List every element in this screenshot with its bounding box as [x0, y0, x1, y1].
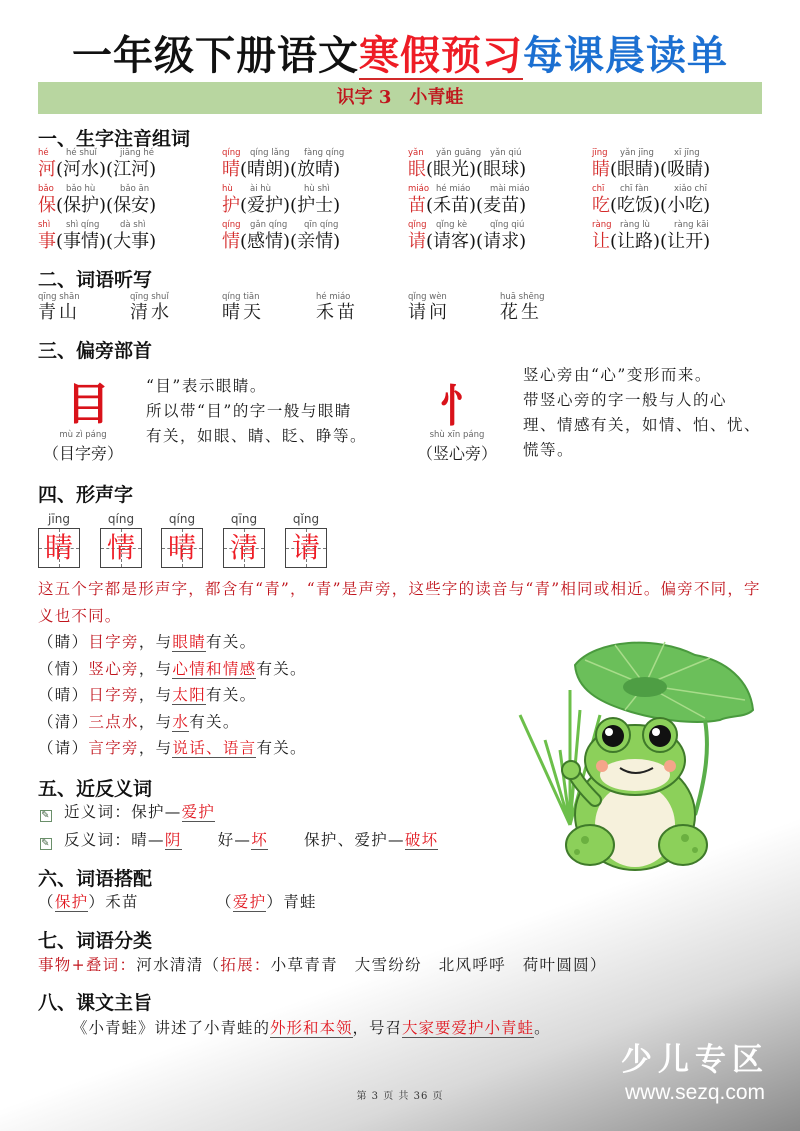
section6-title: 六、词语搭配 [38, 868, 153, 890]
word2: 麦苗 [483, 195, 520, 216]
radical-mu-glyph: 目 [66, 379, 110, 430]
new-char: 河 [38, 159, 56, 180]
char-pinyin: qíng [222, 148, 241, 158]
word2-pinyin: bǎo ān [120, 184, 150, 194]
word2: 大事 [113, 231, 150, 252]
section8-title: 八、课文主旨 [38, 992, 153, 1014]
word1-pinyin: gǎn qíng [250, 220, 288, 230]
new-char: 苗 [408, 195, 426, 216]
word1: 事情 [63, 231, 100, 252]
char-pinyin: hé [38, 148, 49, 158]
analysis-row: （晴）日字旁，与太阳有关。 [38, 686, 257, 704]
char-pinyin: shì [38, 220, 51, 230]
radical-xin-glyph: 忄 [440, 381, 484, 432]
word2: 护士 [297, 195, 334, 216]
lesson-theme: 《小青蛙》讲述了小青蛙的外形和本领，号召大家要爱护小青蛙。 [72, 1019, 551, 1037]
dictation-word: qǐng wèn 请问 [408, 292, 450, 323]
section5-title: 五、近反义词 [38, 778, 153, 800]
antonym-row: ✎ 反义词：晴—阴 好—坏 保护、爱护—破坏 [41, 831, 439, 849]
word1: 晴朗 [247, 159, 284, 180]
tianzige-char: qǐng 请 [285, 512, 327, 568]
lesson-title: 识字 3 小青蛙 [336, 87, 464, 108]
char-pinyin: bǎo [38, 184, 54, 194]
analysis-row: （睛）目字旁，与眼睛有关。 [38, 633, 257, 651]
radical-xin-label: shù xīn páng （竖心旁） [416, 430, 497, 463]
vocab-row: jīng yǎn jīng xī jīng 睛(眼睛)(吸睛) [592, 148, 711, 180]
word1: 保护 [63, 195, 100, 216]
word2-pinyin: ràng kāi [674, 220, 709, 230]
vocab-row: bǎo bǎo hù bǎo ān 保(保护)(保安) [38, 184, 157, 216]
vocab-row: qíng gǎn qíng qīn qíng 情(感情)(亲情) [222, 220, 341, 252]
new-char: 让 [592, 231, 610, 252]
synonym-row: ✎ 近义词：保护—爱护 [41, 803, 216, 821]
word2: 让开 [667, 231, 704, 252]
new-char: 保 [38, 195, 56, 216]
word1: 感情 [247, 231, 284, 252]
new-char: 护 [222, 195, 240, 216]
word1-pinyin: qíng lǎng [250, 148, 290, 158]
new-char: 睛 [592, 159, 610, 180]
radical-mu-label: mù zì páng （目字旁） [42, 430, 123, 463]
vocab-row: ràng ràng lù ràng kāi 让(让路)(让开) [592, 220, 711, 252]
word1: 爱护 [247, 195, 284, 216]
collocation-pair-1: （保护）禾苗 [38, 893, 139, 911]
lesson-title-bar [38, 82, 762, 114]
watermark [600, 1034, 790, 1105]
word1-pinyin: bǎo hù [66, 184, 96, 194]
radical-xin-description: 竖心旁由“心”变形而来。 带竖心旁的字一般与人的心 理、情感有关，如情、怕、忧、 慌等。 [523, 366, 762, 459]
tianzige-char: jīng 睛 [38, 512, 80, 568]
vocab-row: qǐng qǐng kè qǐng qiú 请(请客)(请求) [408, 220, 527, 252]
edit-checkbox-icon: ✎ [41, 838, 51, 849]
word1: 眼睛 [617, 159, 654, 180]
word1-pinyin: ài hù [250, 184, 272, 194]
word2-pinyin: qǐng qiú [490, 220, 525, 230]
dictation-word: huā shēng 花生 [500, 292, 545, 323]
char-pinyin: qǐng [408, 220, 427, 230]
dictation-word: hé miáo 禾苗 [316, 292, 358, 323]
word2-pinyin: dà shì [120, 220, 146, 230]
tianzige-char: qīng 清 [223, 512, 265, 568]
char-pinyin: ràng [592, 220, 612, 230]
analysis-row: （清）三点水，与水有关。 [38, 712, 240, 731]
word2-pinyin: qīn qíng [304, 220, 339, 230]
word2-pinyin: fàng qíng [304, 148, 345, 158]
new-char: 事 [38, 231, 56, 252]
word2-pinyin: yǎn qiú [490, 148, 522, 158]
word2-pinyin: jiāng hé [120, 148, 155, 158]
dictation-word: qīng shuǐ 清水 [130, 292, 172, 323]
word2: 放晴 [297, 159, 334, 180]
antonym-answer: 坏 [251, 831, 269, 849]
word1-pinyin: shì qíng [66, 220, 100, 230]
section7-title: 七、词语分类 [38, 930, 153, 952]
word1-pinyin: chī fàn [620, 184, 649, 194]
section2-title: 二、词语听写 [38, 269, 153, 291]
char-pinyin: miáo [408, 184, 430, 194]
frog-illustration [505, 630, 775, 880]
word2: 眼球 [483, 159, 520, 180]
tianzige-char: qíng 情 [100, 512, 142, 568]
antonym-answer: 破坏 [404, 831, 439, 849]
vocab-row: shì shì qíng dà shì 事(事情)(大事) [38, 220, 157, 252]
word1-pinyin: hé shuǐ [66, 148, 97, 158]
new-char: 吃 [592, 195, 610, 216]
new-char: 眼 [408, 159, 426, 180]
new-char: 请 [408, 231, 426, 252]
word2: 保安 [113, 195, 150, 216]
word1: 眼光 [433, 159, 470, 180]
vocab-row: hé hé shuǐ jiāng hé 河(河水)(江河) [38, 148, 157, 180]
radical-mu-description: “目”表示眼睛。 所以带“目”的字一般与眼睛 有关，如眼、睛、眨、睁等。 [146, 377, 368, 445]
word1: 河水 [63, 159, 100, 180]
dictation-word: qíng tiān 晴天 [222, 292, 264, 323]
edit-checkbox-icon: ✎ [41, 810, 51, 821]
tianzige-char: qíng 晴 [161, 512, 203, 568]
section3-title: 三、偏旁部首 [38, 340, 153, 362]
title-daily-reading: 每课晨读单 [523, 33, 728, 79]
section1-title: 一、生字注音组词 [38, 128, 191, 150]
word1-pinyin: hé miáo [436, 184, 471, 194]
analysis-row: （请）言字旁，与说话、语言有关。 [38, 739, 307, 757]
vocab-row: chī chī fàn xiǎo chī 吃(吃饭)(小吃) [592, 184, 711, 216]
analysis-row: （情）竖心旁，与心情和情感有关。 [38, 659, 307, 678]
vocab-row: qíng qíng lǎng fàng qíng 晴(晴朗)(放晴) [222, 148, 345, 180]
vocab-row: hù ài hù hù shì 护(爱护)(护士) [222, 184, 341, 216]
phonetic-explanation: 这五个字都是形声字，都含有“青”，“青”是声旁，这些字的读音与“青”相同或相近。偏旁不同，字义也不同。 [38, 580, 761, 625]
vocab-row: miáo hé miáo mài miáo 苗(禾苗)(麦苗) [408, 184, 530, 216]
word1: 让路 [617, 231, 654, 252]
section4-title: 四、形声字 [38, 484, 134, 506]
word1: 吃饭 [617, 195, 654, 216]
word1-pinyin: yǎn guāng [436, 148, 482, 158]
watermark-title: 少儿专区 [621, 1042, 769, 1078]
word2-pinyin: mài miáo [490, 184, 530, 194]
word-classification-row: 事物+叠词：河水清清（拓展：小草青青 大雪纷纷 北风呼呼 荷叶圆圆） [38, 956, 607, 974]
char-pinyin: yǎn [408, 148, 424, 158]
char-pinyin: qíng [222, 220, 241, 230]
char-pinyin: jīng [592, 148, 608, 158]
watermark-url: www.sezq.com [624, 1081, 766, 1104]
word2: 小吃 [667, 195, 704, 216]
word1: 禾苗 [433, 195, 470, 216]
word2-pinyin: xī jīng [674, 148, 700, 158]
word1: 请客 [433, 231, 470, 252]
collocation-pair-2: （爱护）青蛙 [216, 893, 317, 911]
new-char: 晴 [222, 159, 240, 180]
word2: 江河 [113, 159, 150, 180]
word2-pinyin: hù shì [304, 184, 330, 194]
title-highlight: 寒假预习 [359, 24, 523, 81]
word1-pinyin: qǐng kè [436, 220, 468, 230]
char-pinyin: hù [222, 184, 233, 194]
vocab-row: yǎn yǎn guāng yǎn qiú 眼(眼光)(眼球) [408, 148, 527, 180]
word1-pinyin: ràng lù [620, 220, 650, 230]
title-grade: 一年级下册语文 [72, 33, 359, 79]
word2-pinyin: xiǎo chī [674, 184, 707, 194]
antonym-answer: 阴 [164, 831, 182, 849]
page-number: 第 3 页 共 36 页 [356, 1091, 444, 1102]
char-pinyin: chī [592, 184, 605, 194]
page-title [0, 24, 800, 81]
word2: 亲情 [297, 231, 334, 252]
dictation-word: qīng shān 青山 [38, 292, 80, 323]
new-char: 情 [222, 231, 240, 252]
word2: 请求 [483, 231, 520, 252]
synonym-answer: 爱护 [181, 803, 216, 821]
word1-pinyin: yǎn jīng [620, 148, 654, 158]
word2: 吸睛 [667, 159, 704, 180]
